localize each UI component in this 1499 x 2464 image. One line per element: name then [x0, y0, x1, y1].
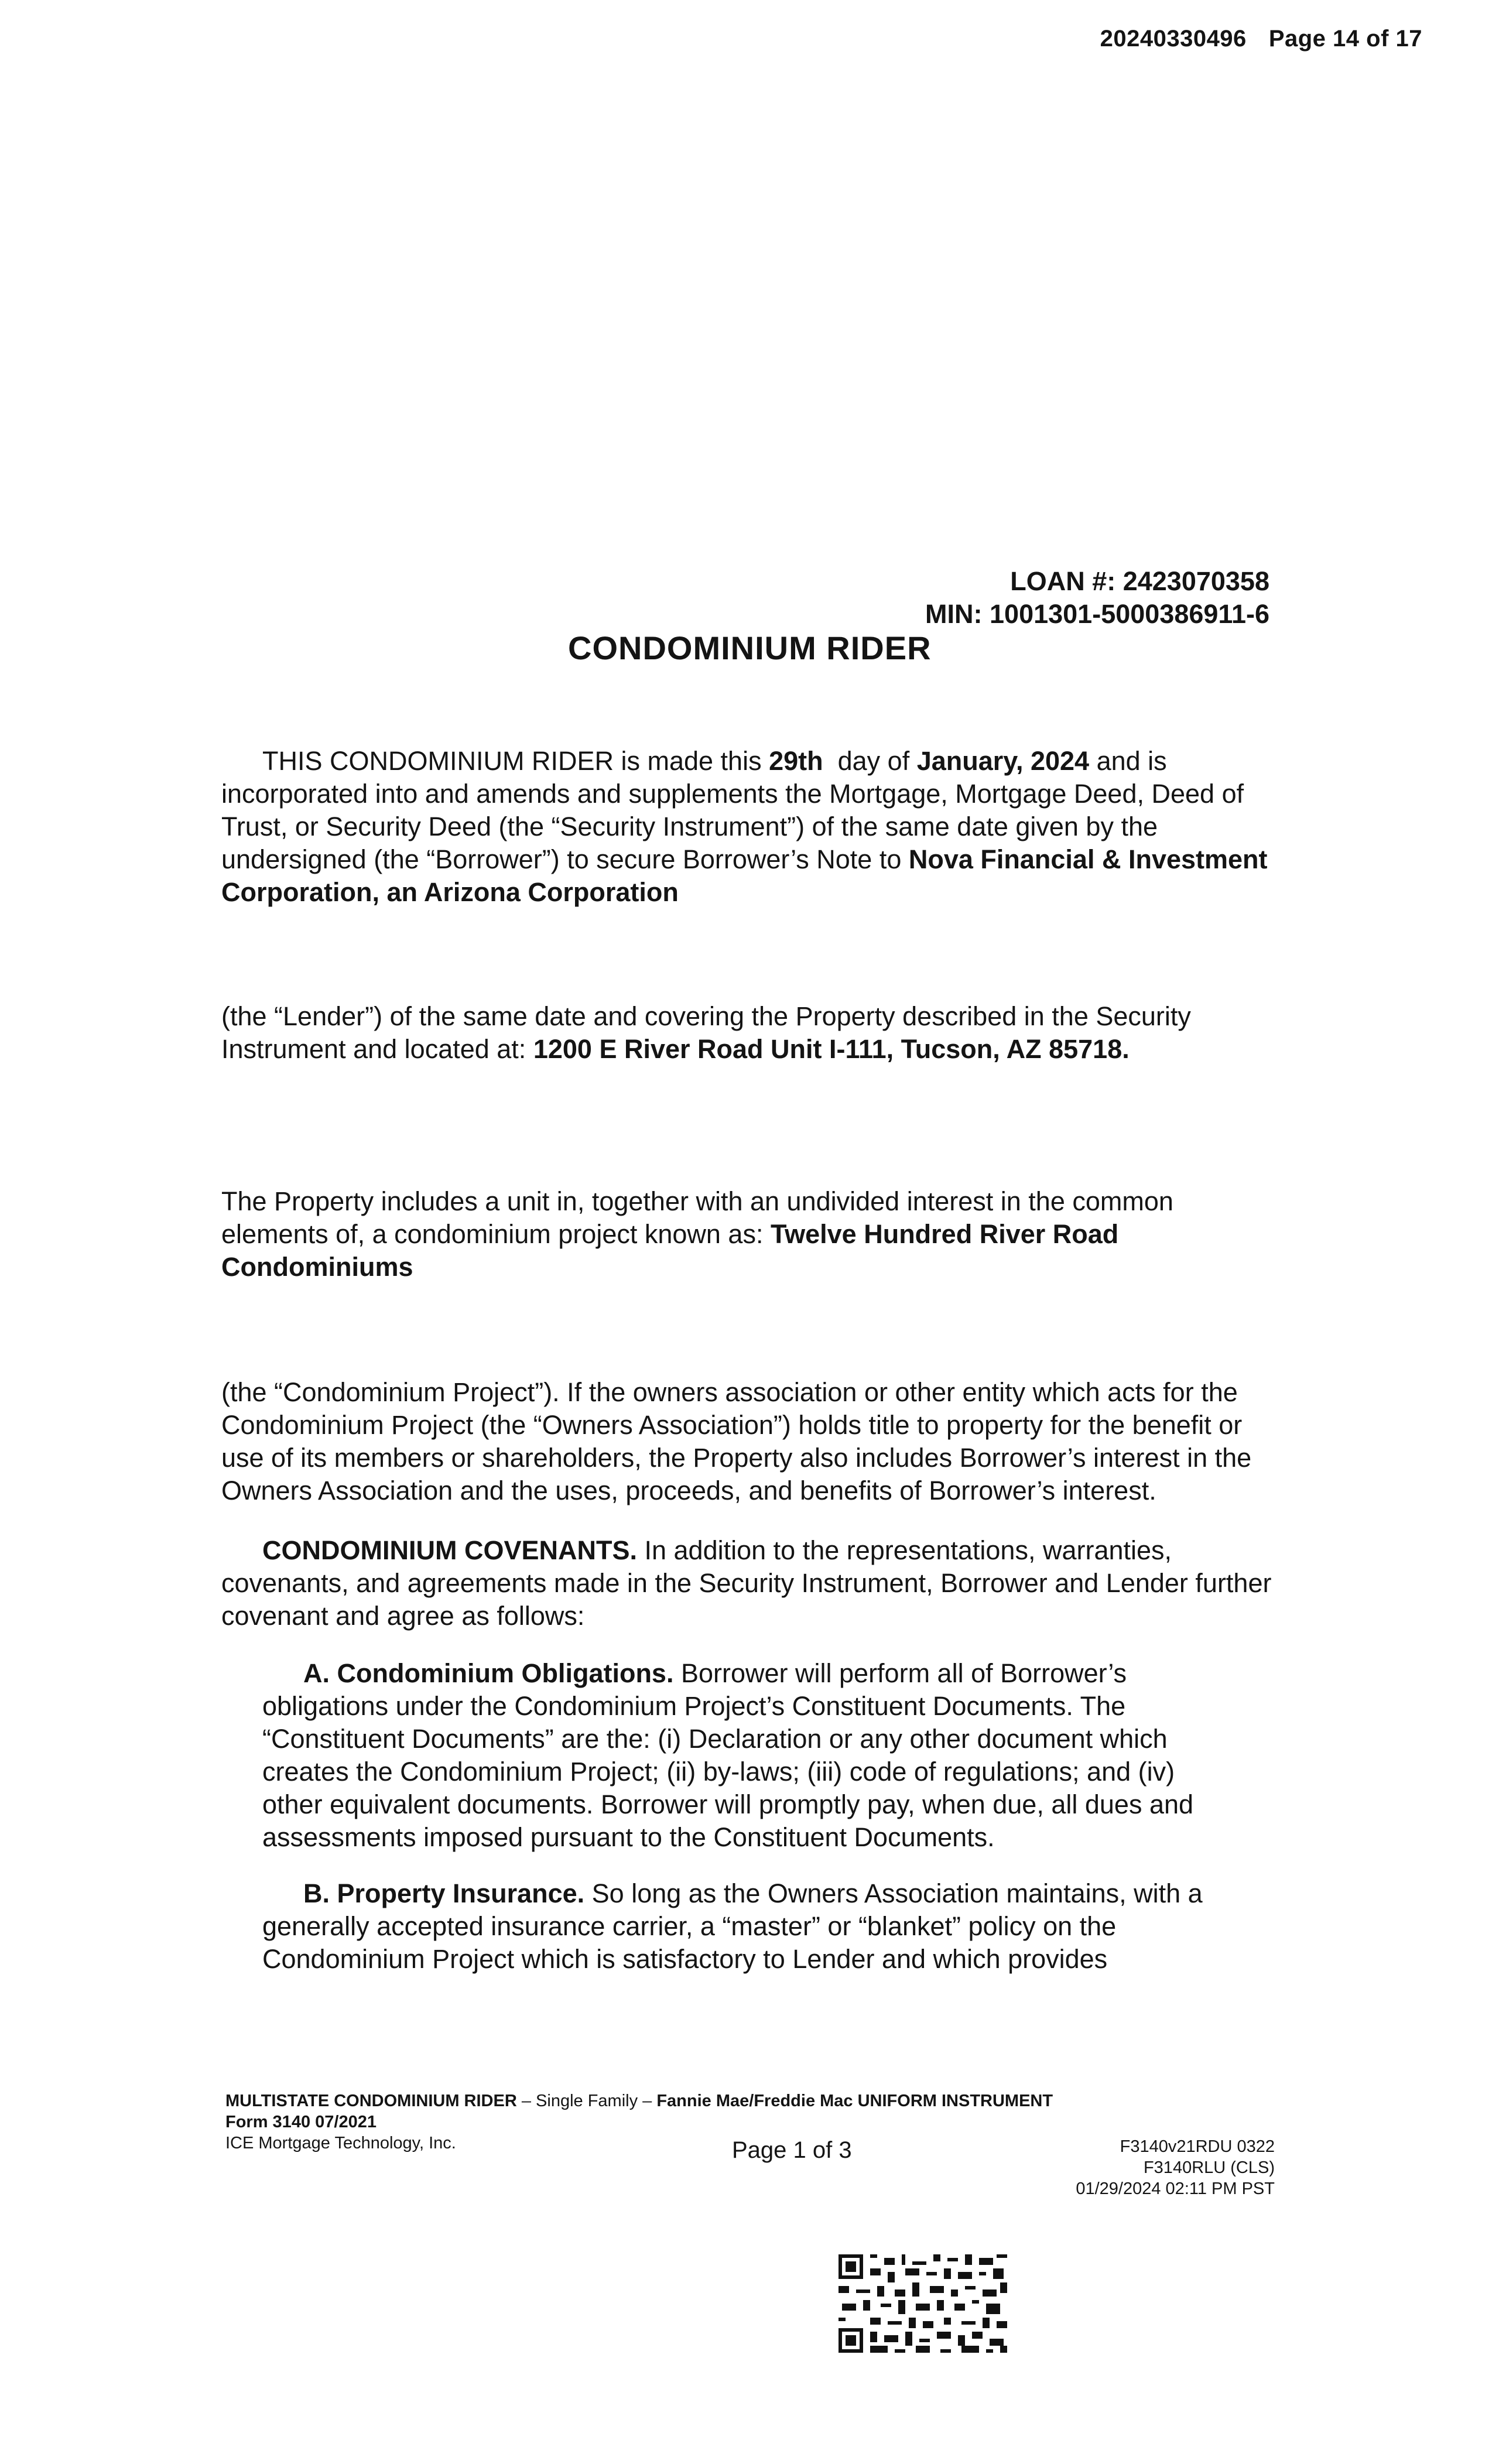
project-text: The Property includes a unit in, together with an undivided interest in the common elements of, a condominium project known as:	[221, 1186, 1173, 1249]
loan-number: LOAN #: 2423070358	[1010, 566, 1269, 596]
form-type: – Single Family –	[516, 2092, 657, 2110]
property-address: 1200 E River Road Unit I-111, Tucson, AZ 85718.	[533, 1034, 1130, 1064]
section-b-text: So long as the Owners Association maintains, with a generally accepted insurance carrier, a “master” or “blanket” policy on the Condominium Project which is satisfactory to Lender and which provides	[262, 1878, 1203, 1974]
form-code-1: F3140v21RDU 0322	[1120, 2137, 1275, 2156]
loan-identifiers	[925, 565, 1269, 631]
intro-text: day of	[823, 746, 917, 776]
form-footer	[225, 2090, 1174, 2154]
form-code-2: F3140RLU (CLS)	[1143, 2158, 1275, 2177]
page-header	[1100, 26, 1422, 52]
rider-date: January, 2024	[916, 746, 1090, 776]
project-paragraph	[221, 1185, 1281, 1284]
footer-page-number: Page 1 of 3	[732, 2137, 852, 2163]
form-instrument: Fannie Mae/Freddie Mac UNIFORM INSTRUMENT	[656, 2092, 1053, 2110]
lender-text: (the “Lender”) of the same date and covering the Property described in the Security Instrument and located at:	[221, 1001, 1191, 1064]
covenants-text: In addition to the representations, warranties, covenants, and agreements made in the Security Instrument, Borrower and Lender further covenant and agree as follows:	[221, 1535, 1272, 1631]
section-b-heading: B. Property Insurance.	[303, 1878, 585, 1908]
page-of-total: Page 14 of 17	[1268, 26, 1422, 52]
project-definition-paragraph: (the “Condominium Project”). If the owners association or other entity which acts for the Condominium Project (the “Owners Association”) holds title to property for the benefit or use of its members or shareholders, the Property also includes Borrower’s interest in the Owners Association and the uses, proceeds, and benefits of Borrower’s interest.	[221, 1377, 1252, 1505]
document-title: CONDOMINIUM RIDER	[568, 629, 932, 666]
lender-name: Nova Financial & Investment Corporation, an Arizona Corporation	[221, 844, 1268, 907]
covenants-heading: CONDOMINIUM COVENANTS.	[262, 1535, 637, 1565]
footer-codes	[1076, 2136, 1275, 2199]
intro-text: THIS CONDOMINIUM RIDER is made this	[262, 746, 769, 776]
form-title	[225, 2090, 1174, 2111]
print-timestamp: 01/29/2024 02:11 PM PST	[1076, 2179, 1275, 2198]
section-a	[262, 1657, 1234, 1854]
rider-day: 29th	[769, 746, 823, 776]
min-number: MIN: 1001301-5000386911-6	[925, 599, 1269, 629]
project-name: Twelve Hundred River Road Condominiums	[221, 1219, 1119, 1282]
intro-text: and is incorporated into and amends and supplements the Mortgage, Mortgage Deed, Deed of Trust, or Security Deed (the “Security Instrument”) of the same date given by the undersigned (the “Borrower”) to secure Borrower’s Note to	[221, 746, 1244, 874]
intro-paragraph	[221, 745, 1281, 909]
section-a-text: Borrower will perform all of Borrower’s obligations under the Condominium Project’s Constituent Documents. The “Constituent Documents” are the: (i) Declaration or any other document which creates the Condominium Project; (ii) by-laws; (iii) code of regulations; and (iv) other equivalent documents. Borrower will promptly pay, when due, all dues and assessments imposed pursuant to the Constituent Documents.	[262, 1658, 1194, 1852]
covenants-paragraph	[221, 1534, 1287, 1633]
lender-paragraph	[221, 1000, 1281, 1066]
section-b	[262, 1877, 1234, 1976]
document-number: 20240330496	[1100, 26, 1247, 52]
section-a-heading: A. Condominium Obligations.	[303, 1658, 674, 1688]
company-name: ICE Mortgage Technology, Inc.	[225, 2134, 456, 2152]
form-number: Form 3140 07/2021	[225, 2113, 377, 2131]
form-name: MULTISTATE CONDOMINIUM RIDER	[225, 2092, 517, 2110]
barcode-icon	[839, 2254, 1007, 2353]
